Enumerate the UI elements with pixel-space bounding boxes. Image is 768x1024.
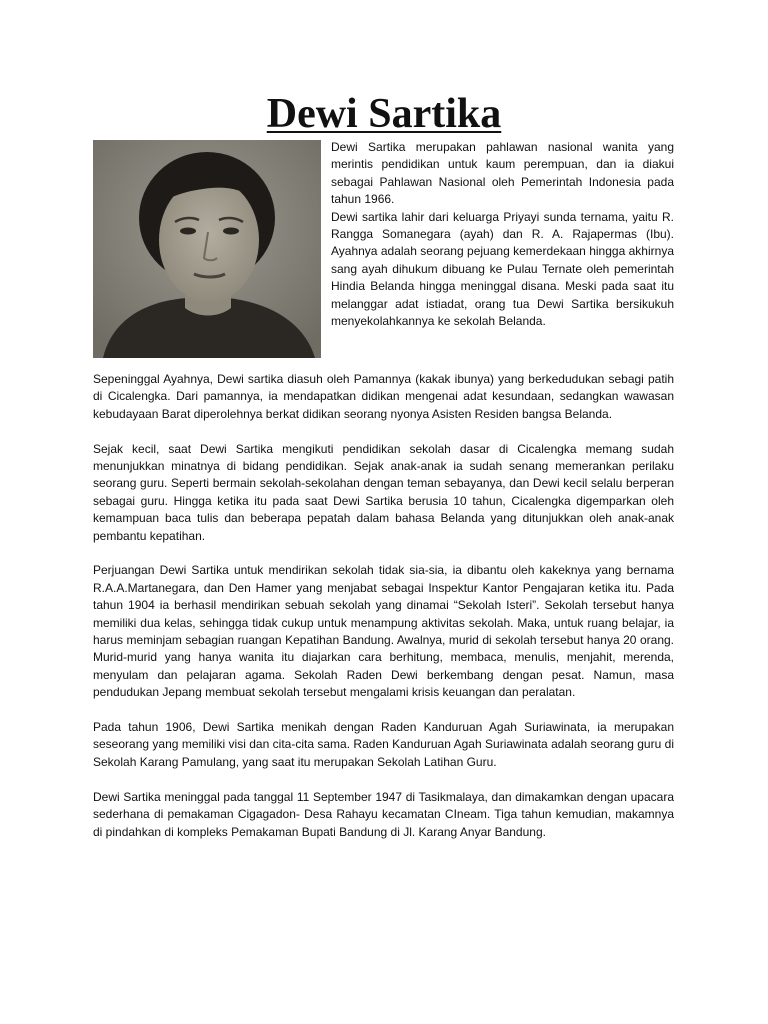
- intro-paragraph: Dewi sartika lahir dari keluarga Priyayi sunda ternama, yaitu R. Rangga Somanegara (ayah) dan R. A. Rajapermas (Ibu). Ayahnya adalah seorang pejuang kemerdekaan hingga akhirnya sang ayah dihukum dibuang ke Pulau Ternate oleh pemerintah Hindia Belanda hingga meninggal disana. Meski pada saat itu melanggar adat istiadat, orang tua Dewi Sartika bersikukuh menyekolahkannya ke sekolah Belanda.: [331, 209, 674, 329]
- intro-paragraph: Dewi Sartika merupakan pahlawan nasional wanita yang merintis pendidikan untuk kaum perempuan, dan ia diakui sebagai Pahlawan Nasional oleh Pemerintah Indonesia pada tahun 1966.: [331, 140, 674, 207]
- body-text: [93, 371, 674, 858]
- body-paragraph: Perjuangan Dewi Sartika untuk mendirikan sekolah tidak sia-sia, ia dibantu oleh kakeknya yang bernama R.A.A.Martanegara, dan Den Hamer yang menjabat sebagai Inspektur Kantor Pengajaran ketika itu. Pada tahun 1904 ia berhasil mendirikan sebuah sekolah yang dinamai “Sekolah Isteri”. Sekolah tersebut hanya memiliki dua kelas, sehingga tidak cukup untuk menampung aktivitas sekolah. Maka, untuk ruang belajar, ia harus meminjam sebagian ruangan Kepatihan Bandung. Awalnya, murid di sekolah tersebut hanya 20 orang. Murid-murid yang hanya wanita itu diajarkan cara berhitung, membaca, menulis, menjahit, merenda, menyulam dan pelajaran agama. Sekolah Raden Dewi berkembang dengan pesat. Namun, masa pendudukan Jepang membuat sekolah tersebut mengalami krisis keuangan dan peralatan.: [93, 563, 674, 700]
- body-paragraph: Pada tahun 1906, Dewi Sartika menikah dengan Raden Kanduruan Agah Suriawinata, ia merupakan seseorang yang memiliki visi dan cita-cita sama. Raden Kanduruan Agah Suriawinata adalah seorang guru di Sekolah Karang Pamulang, yang saat itu merupakan Sekolah Latihan Guru.: [93, 720, 674, 769]
- portrait-photo: [93, 140, 321, 358]
- body-paragraph: Dewi Sartika meninggal pada tanggal 11 September 1947 di Tasikmalaya, dan dimakamkan dengan upacara sederhana di pemakaman Cigagadon- Desa Rahayu kecamatan CIneam. Tiga tahun kemudian, makamnya di pindahkan di kompleks Pemakaman Bupati Bandung di Jl. Karang Anyar Bandung.: [93, 789, 674, 839]
- body-paragraph: Sejak kecil, saat Dewi Sartika mengikuti pendidikan sekolah dasar di Cicalengka memang sudah menunjukkan minatnya di bidang pendidikan. Sejak anak-anak ia sudah senang memerankan perilaku seorang guru. Seperti bermain sekolah-sekolahan dengan teman sebayanya, dan Dewi kecil selalu berperan sebagai guru. Hingga ketika itu pada saat Dewi Sartika berusia 10 tahun, Cicalengka digemparkan oleh kemampuan baca tulis dan beberapa pepatah dalam bahasa Belanda yang ditunjukkan oleh anak-anak pembantu kepatihan.: [93, 441, 674, 543]
- body-paragraph: Sepeninggal Ayahnya, Dewi sartika diasuh oleh Pamannya (kakak ibunya) yang berkedudukan sebagi patih di Cicalengka. Dari pamannya, ia mendapatkan didikan mengenai adat kesundaan, sedangkan wawasan kebudayaan Barat diperolehnya berkat didikan seorang nyonya Asisten Residen bangsa Belanda.: [93, 372, 674, 421]
- portrait-photo-icon: [93, 140, 321, 358]
- intro-text: [331, 139, 674, 330]
- page-title: Dewi Sartika: [266, 91, 502, 137]
